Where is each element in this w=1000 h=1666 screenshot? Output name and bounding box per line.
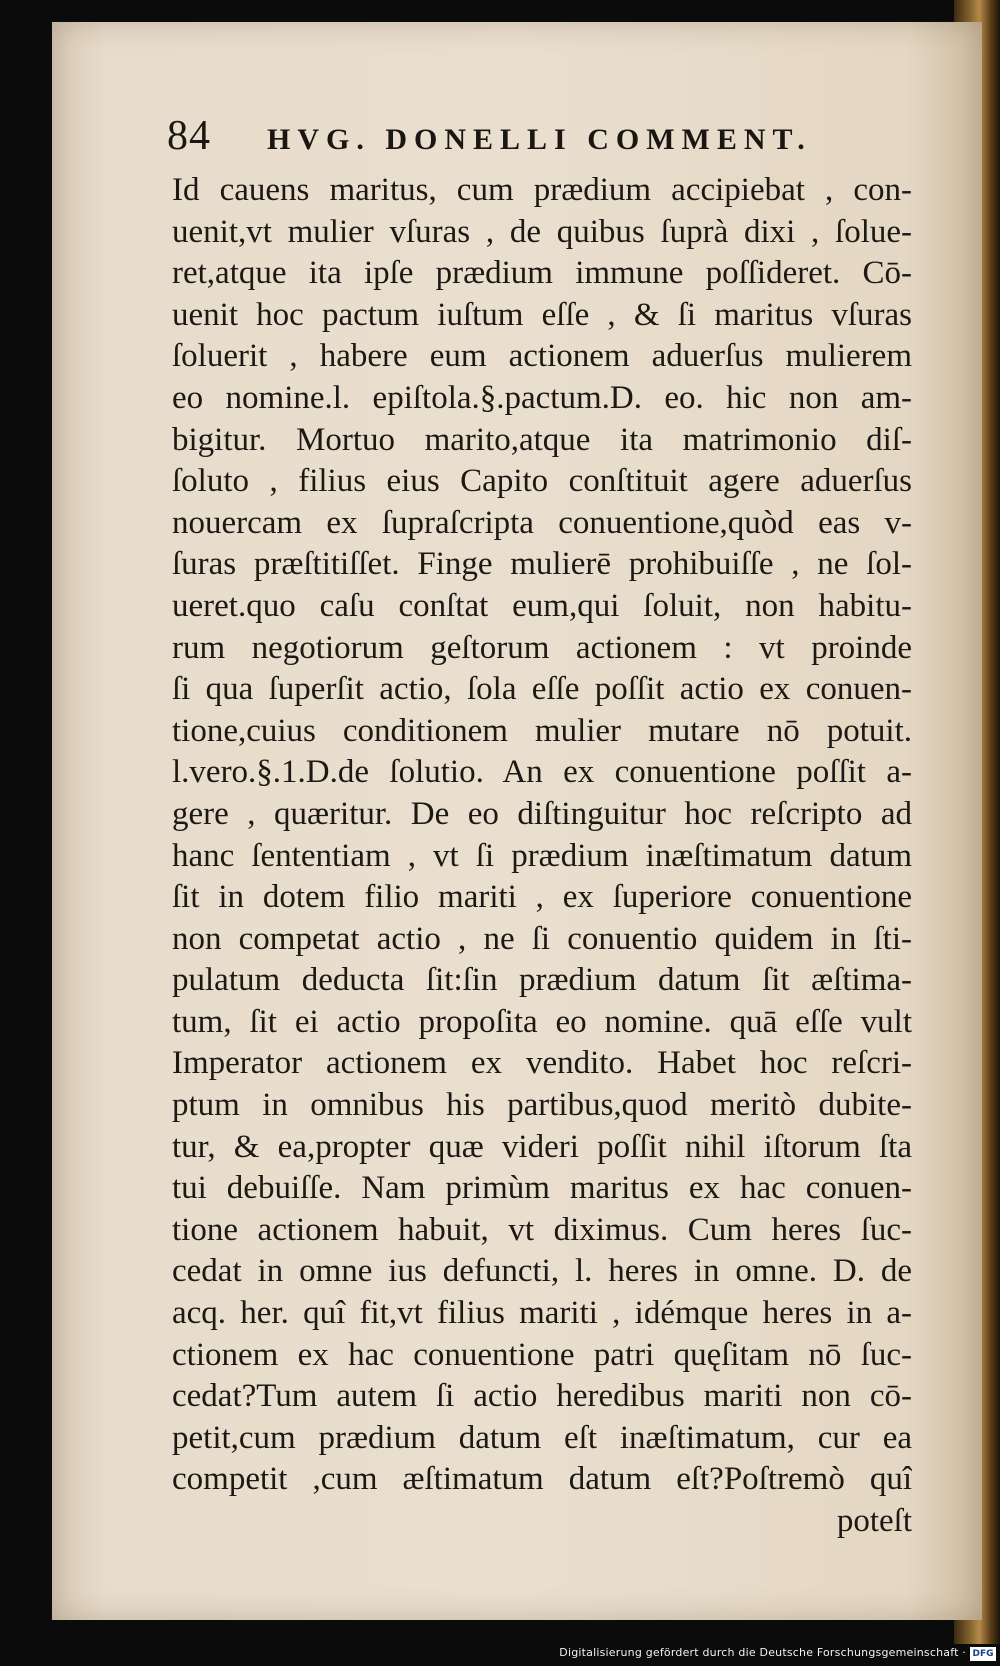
text-line: non competat actio , ne ſi conuentio quidem in ſti- (172, 920, 912, 957)
text-line: tione actionem habuit, vt diximus. Cum heres ſuc- (172, 1211, 912, 1248)
text-line: l.vero.§.1.D.de ſolutio. An ex conuentione poſſit a- (172, 754, 912, 791)
text-line: ueret.quo caſu conſtat eum,qui ſoluit, non habitu- (172, 587, 912, 624)
text-line: ſoluerit , habere eum actionem aduerſus mulierem (172, 338, 912, 375)
text-line: competit ,cum æſtimatum datum eſt?Poſtremò quî (172, 1461, 912, 1498)
text-line: pulatum deducta ſit:ſin prædium datum ſit æſtima- (172, 962, 912, 999)
text-line: hanc ſententiam , vt ſi prædium inæſtimatum datum (172, 837, 912, 874)
running-head: HVG. DONELLI COMMENT. (267, 123, 812, 156)
text-line: petit,cum prædium datum eſt inæſtimatum, cur ea (172, 1419, 912, 1456)
text-line: ctionem ex hac conuentione patri quęſitam nō ſuc- (172, 1336, 912, 1373)
text-line: Imperator actionem ex vendito. Habet hoc reſcri- (172, 1045, 912, 1082)
digitization-footer (0, 1644, 1000, 1666)
text-line: eo nomine.l. epiſtola.§.pactum.D. eo. hic non am- (172, 379, 912, 416)
text-line: ſoluto , filius eius Capito conſtituit agere aduerſus (172, 463, 912, 500)
text-line: rum negotiorum geſtorum actionem : vt proinde (172, 629, 912, 666)
dfg-logo-icon: DFG (970, 1647, 996, 1661)
text-line: tione,cuius conditionem mulier mutare nō potuit. (172, 712, 912, 749)
text-line: ret,atque ita ipſe prædium immune poſſideret. Cō- (172, 255, 912, 292)
page-header (167, 112, 897, 172)
text-line: tur, & ea,propter quæ videri poſſit nihil iſtorum ſta (172, 1128, 912, 1165)
text-line: ſuras præſtitiſſet. Finge mulierē prohibuiſſe , ne ſol- (172, 546, 912, 583)
text-line: Id cauens maritus, cum prædium accipiebat , con- (172, 172, 912, 208)
text-line: uenit,vt mulier vſuras , de quibus ſuprà dixi , ſolue- (172, 213, 912, 250)
catchword: poteſt (836, 1503, 912, 1539)
footer-credit: Digitalisierung gefördert durch die Deutsche Forschungsgemeinschaft · (559, 1646, 966, 1659)
text-line: ptum in omnibus his partibus,quod meritò dubite- (172, 1087, 912, 1124)
text-line: nouercam ex ſupraſcripta conuentione,quòd eas v- (172, 504, 912, 541)
text-line: tui debuiſſe. Nam primùm maritus ex hac conuen- (172, 1170, 912, 1207)
text-line: cedat?Tum autem ſi actio heredibus mariti non cō- (172, 1378, 912, 1415)
body-text (172, 170, 912, 1543)
text-line: tum, ſit ei actio propoſita eo nomine. quā eſſe vult (172, 1003, 912, 1040)
text-line: ſit in dotem filio mariti , ex ſuperiore conuentione (172, 879, 912, 916)
text-line: cedat in omne ius defuncti, l. heres in omne. D. de (172, 1253, 912, 1290)
text-line: uenit hoc pactum iuſtum eſſe , & ſi maritus vſuras (172, 296, 912, 333)
page-number: 84 (167, 113, 211, 159)
text-line: gere , quæritur. De eo diſtinguitur hoc reſcripto ad (172, 795, 912, 832)
book-page (52, 22, 982, 1620)
text-line: ſi qua ſuperſit actio, ſola eſſe poſſit actio ex conuen- (172, 671, 912, 708)
text-line: bigitur. Mortuo marito,atque ita matrimonio diſ- (172, 421, 912, 458)
text-line: acq. her. quî fit,vt filius mariti , idémque heres in a- (172, 1295, 912, 1332)
